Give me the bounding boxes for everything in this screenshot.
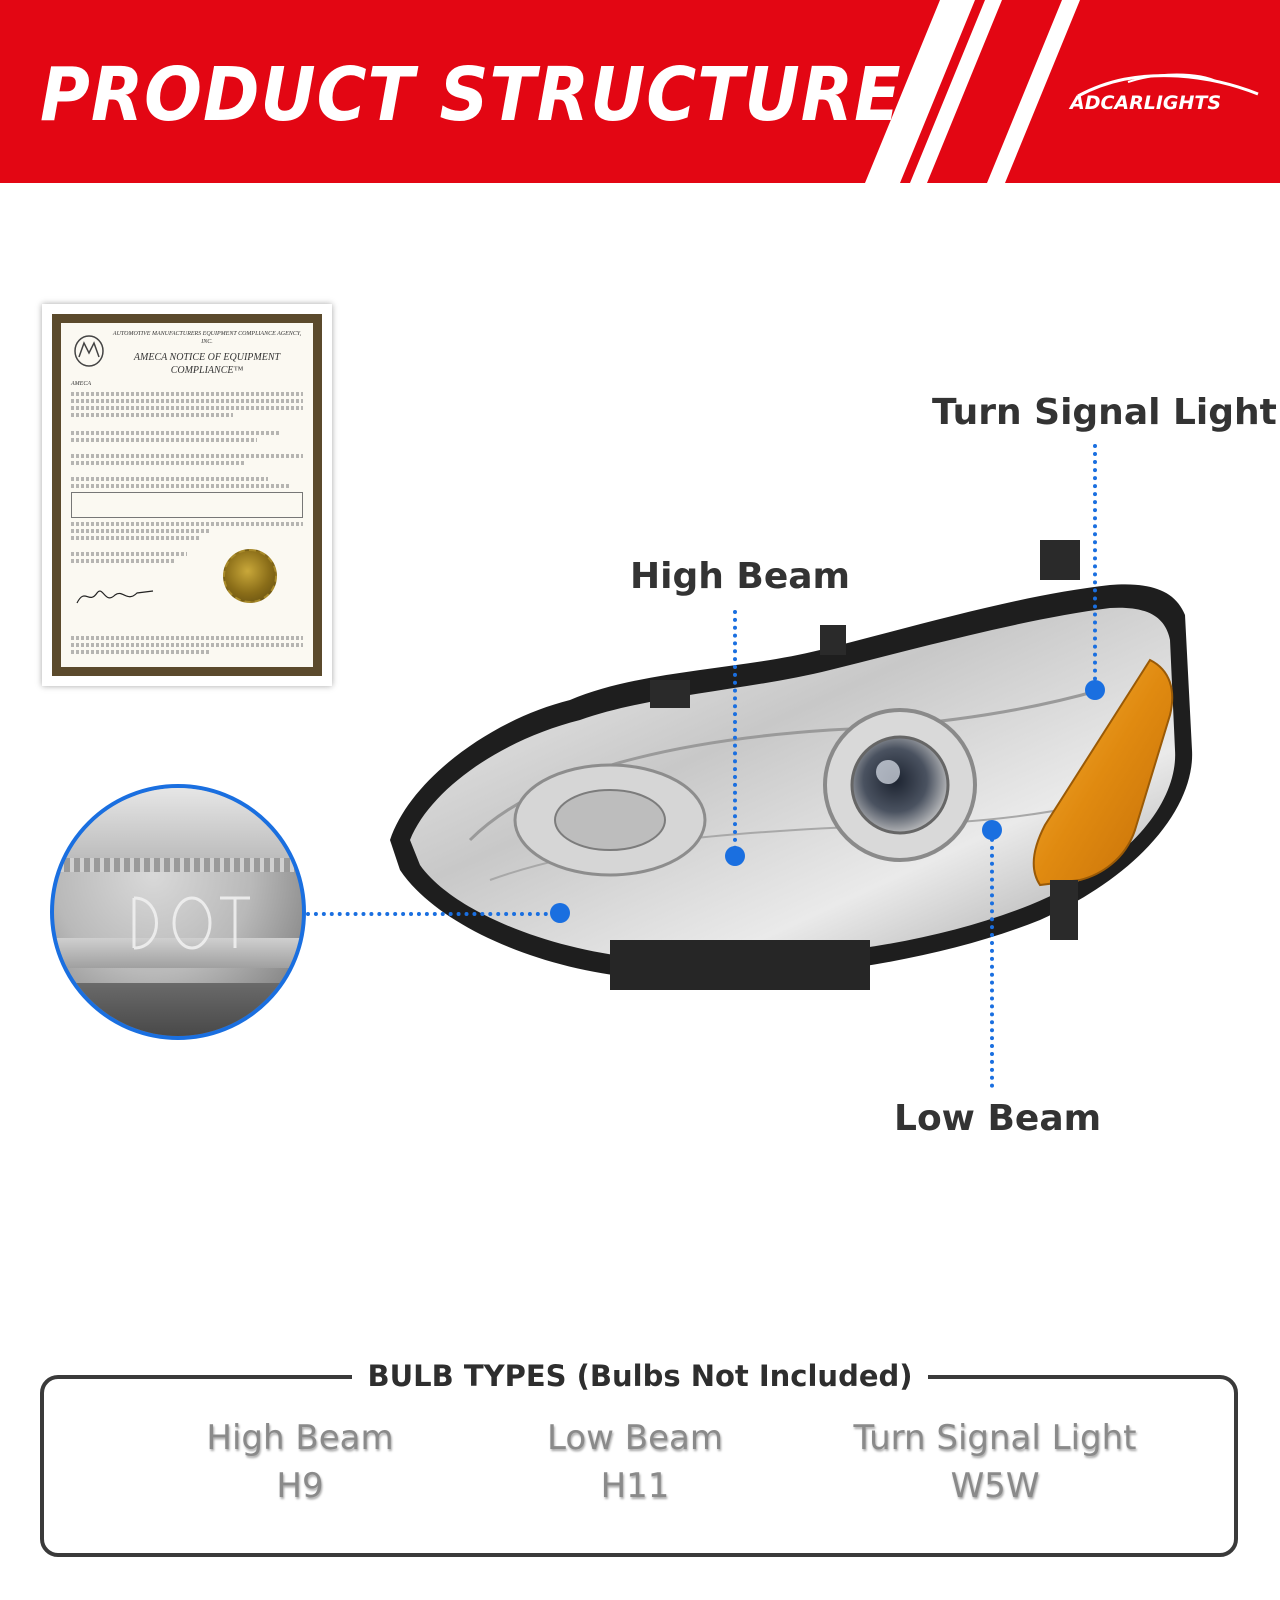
- certificate-text-line: [71, 522, 303, 526]
- certificate-text-line: [71, 529, 210, 533]
- turn-signal-leader-line: [1093, 444, 1097, 689]
- certificate-text-line: [71, 552, 187, 556]
- certificate-text-line: [71, 636, 303, 640]
- low-beam-label: Low Beam: [894, 1098, 1102, 1139]
- high-beam-label: High Beam: [630, 556, 851, 597]
- certificate-text-line: [71, 559, 175, 563]
- certificate-text-line: [71, 392, 303, 396]
- bulb-name: High Beam: [206, 1418, 394, 1458]
- high-beam-leader-line: [733, 610, 737, 850]
- bulb-code: W5W: [950, 1466, 1040, 1506]
- certificate-text-line: [71, 643, 303, 647]
- certificate-text-line: [71, 454, 303, 458]
- certificate-seal-label: AMECA: [71, 381, 91, 387]
- bulb-code: H11: [600, 1466, 670, 1506]
- high-beam-marker: [725, 846, 745, 866]
- dot-marking-marker: [550, 903, 570, 923]
- certificate-text-line: [71, 438, 257, 442]
- turn-signal-label: Turn Signal Light: [932, 392, 1277, 433]
- brand-logo-text: ADCARLIGHTS: [1070, 92, 1222, 114]
- bulb-type-high-beam: [180, 1414, 420, 1510]
- header-banner: [0, 0, 1280, 183]
- mounting-tab: [820, 625, 846, 655]
- certificate-paper: [61, 323, 313, 667]
- bulb-name: Turn Signal Light: [853, 1418, 1137, 1458]
- dot-marking-closeup: [50, 784, 306, 1040]
- mounting-tab: [650, 680, 690, 708]
- certificate-text-line: [71, 406, 303, 410]
- certificate-text-line: [71, 477, 268, 481]
- bulb-code: H9: [276, 1466, 324, 1506]
- turn-signal-marker: [1085, 680, 1105, 700]
- bulb-name: Low Beam: [547, 1418, 723, 1458]
- bulb-type-low-beam: [515, 1414, 755, 1510]
- ameca-certificate: [42, 304, 332, 686]
- closeup-housing: [54, 983, 302, 1040]
- certificate-text-line: [71, 431, 280, 435]
- dot-marking-leader-line: [306, 912, 556, 916]
- signature-icon: [75, 585, 155, 607]
- dot-embossed-icon: [124, 888, 254, 958]
- bulb-types-heading: BULB TYPES (Bulbs Not Included): [352, 1354, 928, 1398]
- bulb-type-turn-signal: [830, 1414, 1160, 1510]
- low-beam-marker: [982, 820, 1002, 840]
- projector-lens: [852, 737, 948, 833]
- certificate-text-line: [71, 536, 199, 540]
- certificate-title: AMECA NOTICE OF EQUIPMENT COMPLIANCE™: [133, 352, 281, 376]
- certificate-text-line: [71, 484, 291, 488]
- gold-seal-icon: [223, 549, 277, 603]
- lower-housing: [610, 940, 870, 990]
- closeup-lens-band: [54, 788, 302, 858]
- page-title: PRODUCT STRUCTURE: [40, 52, 902, 138]
- mounting-tab: [1050, 880, 1078, 940]
- projector-glint: [876, 760, 900, 784]
- high-beam-reflector-inner: [555, 790, 665, 850]
- low-beam-leader-line: [990, 830, 994, 1088]
- certificate-org-header: AUTOMOTIVE MANUFACTURERS EQUIPMENT COMPLIANCE AGENCY, INC.: [112, 331, 302, 345]
- certificate-frame: [52, 314, 322, 676]
- certificate-markings-table: [71, 492, 303, 518]
- mounting-tab: [1040, 540, 1080, 580]
- closeup-ridge: [54, 858, 302, 872]
- certificate-text-line: [71, 413, 233, 417]
- ameca-logo-icon: [73, 335, 105, 375]
- brand-logo: [1068, 70, 1268, 120]
- certificate-text-line: [71, 650, 210, 654]
- certificate-text-line: [71, 399, 303, 403]
- certificate-text-line: [71, 461, 245, 465]
